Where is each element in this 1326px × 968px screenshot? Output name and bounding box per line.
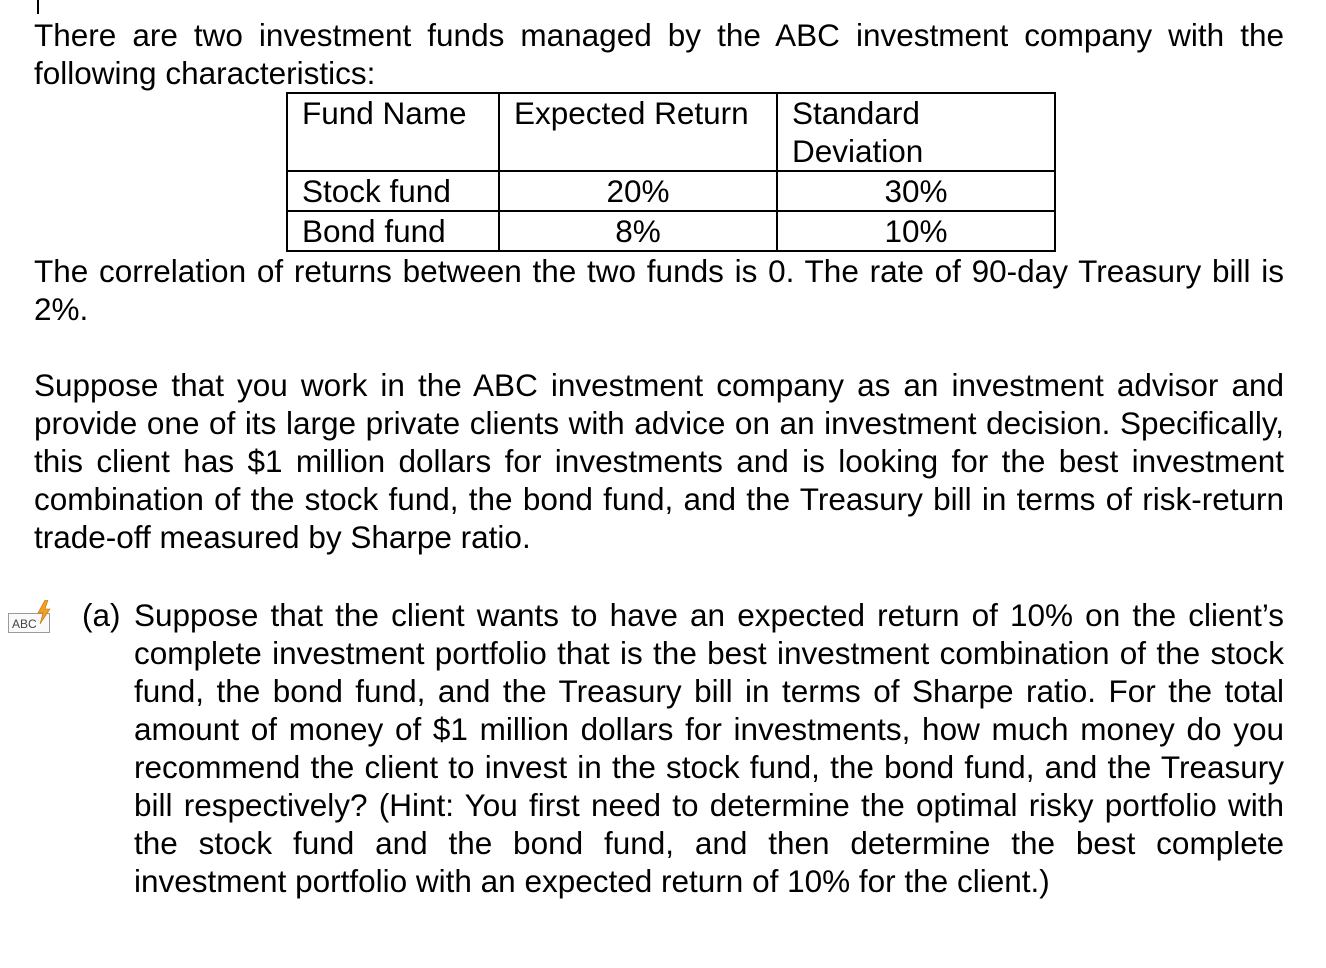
header-fund-name: Fund Name [287, 93, 499, 171]
question-a [82, 596, 1284, 900]
header-expected-return: Expected Return [499, 93, 777, 171]
question-label: (a) [82, 597, 121, 633]
spellcheck-icon[interactable] [8, 600, 54, 636]
table-row [287, 211, 1055, 251]
header-standard-deviation: Standard Deviation [777, 93, 1055, 171]
table-header-row [287, 93, 1055, 171]
cell-fund-name: Stock fund [287, 171, 499, 211]
intro-paragraph: There are two investment funds managed by the ABC investment company with the following characteristics: [34, 17, 1284, 91]
table-row [287, 171, 1055, 211]
cell-fund-name: Bond fund [287, 211, 499, 251]
question-text: Suppose that the client wants to have an expected return of 10% on the client’s complete investment portfolio that is the best investment combination of the stock fund, the bond fund, and the Treasury bill in terms of Sharpe ratio. For the total amount of money of $1 million dollars for investments, how much money do you recommend the client to invest in the stock fund, the bond fund, and the Treasury bill respectively? (Hint: You first need to determine the optimal risky portfolio with the stock fund and the bond fund, and then determine the best complete investment portfolio with an expected return of 10% for the client.) [134, 597, 1284, 899]
fund-characteristics-table [286, 92, 1056, 252]
cell-expected-return: 8% [499, 211, 777, 251]
cell-expected-return: 20% [499, 171, 777, 211]
cell-standard-deviation: 30% [777, 171, 1055, 211]
correlation-paragraph: The correlation of returns between the two funds is 0. The rate of 90-day Treasury bill is 2%. [34, 253, 1284, 327]
cell-standard-deviation: 10% [777, 211, 1055, 251]
text-cursor [37, 0, 39, 14]
spellcheck-icon-label: ABC [8, 613, 50, 633]
lightning-icon [36, 600, 52, 624]
scenario-paragraph: Suppose that you work in the ABC investment company as an investment advisor and provide one of its large private clients with advice on an investment decision. Specifically, this client has $1 million dollars for investments and is looking for the best investment combination of the stock fund, the bond fund, and the Treasury bill in terms of risk-return trade-off measured by Sharpe ratio. [34, 367, 1284, 555]
